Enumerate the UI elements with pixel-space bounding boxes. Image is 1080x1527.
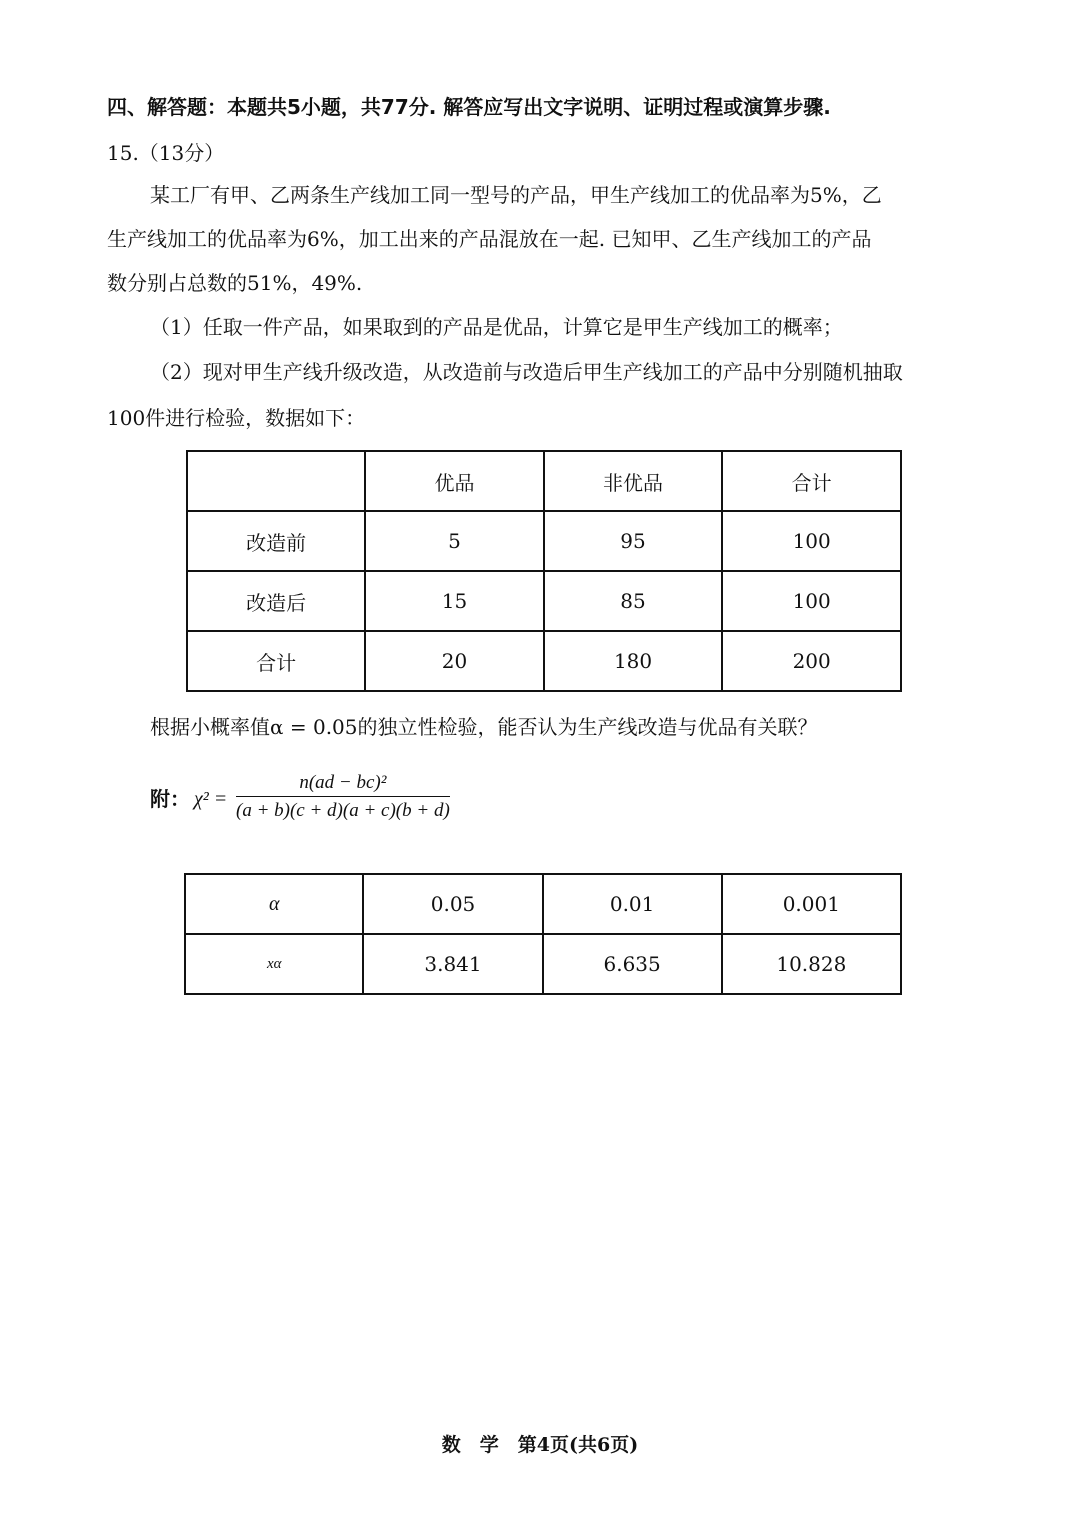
formula-lhs: χ² = (194, 788, 228, 810)
table-cell: α (185, 874, 363, 934)
table-cell: 95 (544, 511, 723, 571)
table-cell: 3.841 (363, 934, 542, 994)
table-cell (187, 451, 365, 511)
table-cell: 10.828 (722, 934, 901, 994)
part-2-line: 100件进行检验，数据如下： (107, 406, 366, 430)
formula-numerator: n(ad − bc)² (236, 770, 450, 797)
table-cell: 合计 (187, 631, 365, 691)
table-cell: 合计 (722, 451, 901, 511)
page-footer: 数 学 第4页(共6页) (441, 1434, 639, 1456)
formula-denominator: (a + b)(c + d)(a + c)(b + d) (236, 800, 450, 821)
table-cell: 5 (365, 511, 543, 571)
data-table (186, 450, 902, 692)
part-2-line: （2）现对甲生产线升级改造，从改造前与改造后甲生产线加工的产品中分别随机抽取 (150, 360, 903, 384)
table-row (187, 571, 901, 631)
part-1: （1）任取一件产品，如果取到的产品是优品，计算它是甲生产线加工的概率； (150, 315, 843, 339)
table-cell: 改造后 (187, 571, 365, 631)
paragraph-line: 某工厂有甲、乙两条生产线加工同一型号的产品，甲生产线加工的优品率为5%，乙 (150, 183, 882, 207)
table-cell: 200 (722, 631, 901, 691)
table-cell: 15 (365, 571, 543, 631)
table-cell: 0.05 (363, 874, 542, 934)
table-cell: xα (185, 934, 363, 994)
critical-value-table (184, 873, 902, 995)
paragraph-line: 数分别占总数的51%，49%. (107, 271, 363, 295)
table-cell: 非优品 (544, 451, 723, 511)
table-cell: 改造前 (187, 511, 365, 571)
table-cell: 180 (544, 631, 723, 691)
table-cell: 6.635 (543, 934, 722, 994)
section-heading: 四、解答题：本题共5小题，共77分. 解答应写出文字说明、证明过程或演算步骤. (107, 95, 831, 119)
table-row (185, 874, 901, 934)
question-text: 根据小概率值α = 0.05的独立性检验，能否认为生产线改造与优品有关联？ (150, 715, 818, 739)
question-number: 15.（13分） (107, 141, 225, 165)
paragraph-line: 生产线加工的优品率为6%，加工出来的产品混放在一起. 已知甲、乙生产线加工的产品 (107, 227, 872, 251)
table-cell: 100 (722, 571, 901, 631)
table-row (187, 511, 901, 571)
table-row (187, 631, 901, 691)
table-cell: 优品 (365, 451, 543, 511)
table-row (185, 934, 901, 994)
table-cell: 0.001 (722, 874, 901, 934)
table-cell: 100 (722, 511, 901, 571)
table-cell: 0.01 (543, 874, 722, 934)
chi-square-formula (236, 770, 450, 825)
table-header-row (187, 451, 901, 511)
table-cell: 20 (365, 631, 543, 691)
table-cell: 85 (544, 571, 723, 631)
formula-prefix: 附： (150, 787, 190, 811)
